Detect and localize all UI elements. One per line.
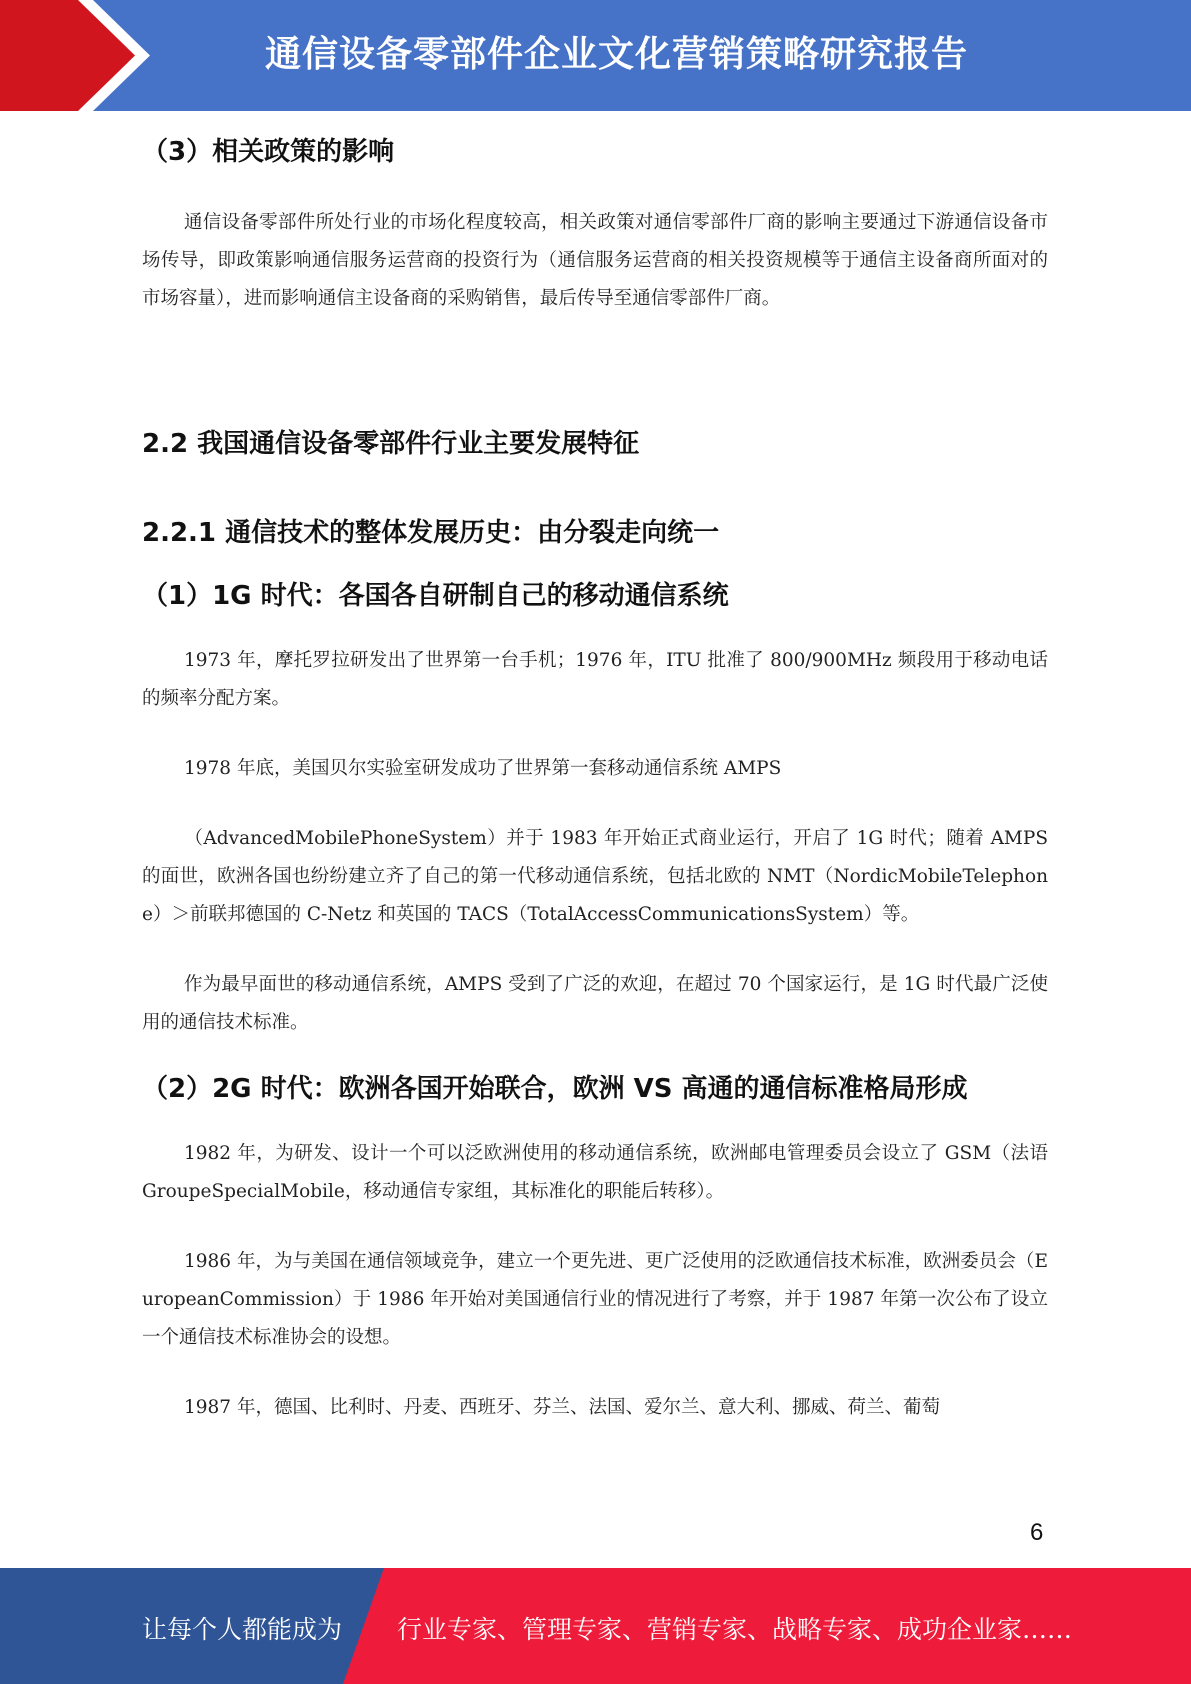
paragraph: 1987 年，德国、比利时、丹麦、西班牙、芬兰、法国、爱尔兰、意大利、挪威、荷兰、葡萄 [184, 1397, 940, 1418]
footer-slogan-left: 让每个人都能成为 [142, 1615, 343, 1644]
header-band [0, 0, 1191, 111]
paragraph: 1986 年，为与美国在通信领域竞争，建立一个更先进、更广泛使用的泛欧通信技术标准，欧洲委员会（EuropeanCommission）于 1986 年开始对美国通信行业的情况进行了考察，并于 1987 年第一次公布了设立一个通信技术标准协会的设想。 [142, 1251, 1048, 1348]
section-heading-1g: （1）1G 时代：各国各自研制自己的移动通信系统 [142, 581, 729, 611]
paragraph: 作为最早面世的移动通信系统，AMPS 受到了广泛的欢迎，在超过 70 个国家运行，是 1G 时代最广泛使用的通信技术标准。 [142, 974, 1048, 1033]
paragraph: 1982 年，为研发、设计一个可以泛欧洲使用的移动通信系统，欧洲邮电管理委员会设立了 GSM（法语 GroupeSpecialMobile，移动通信专家组，其标准化的职能后转移）。 [142, 1143, 1048, 1202]
section-heading-2-2: 2.2 我国通信设备零部件行业主要发展特征 [142, 429, 640, 459]
footer-slogan-right: 行业专家、管理专家、营销专家、战略专家、成功企业家…… [397, 1615, 1073, 1644]
section-heading-policy: （3）相关政策的影响 [142, 137, 395, 167]
footer-band [0, 1568, 1191, 1684]
paragraph: 1973 年，摩托罗拉研发出了世界第一台手机；1976 年，ITU 批准了 800/900MHz 频段用于移动电话的频率分配方案。 [142, 650, 1048, 709]
document-title: 通信设备零部件企业文化营销策略研究报告 [265, 34, 969, 75]
page-content [142, 118, 1048, 1427]
paragraph: 1978 年底，美国贝尔实验室研发成功了世界第一套移动通信系统 AMPS [184, 758, 782, 779]
header-arrow-icon [0, 0, 150, 111]
page-number: 6 [1030, 1519, 1044, 1546]
paragraph: 通信设备零部件所处行业的市场化程度较高，相关政策对通信零部件厂商的影响主要通过下游通信设备市场传导，即政策影响通信服务运营商的投资行为（通信服务运营商的相关投资规模等于通信主设备商所面对的市场容量），进而影响通信主设备商的采购销售，最后传导至通信零部件厂商。 [142, 212, 1048, 309]
section-heading-2-2-1: 2.2.1 通信技术的整体发展历史：由分裂走向统一 [142, 518, 720, 548]
paragraph: （AdvancedMobilePhoneSystem）并于 1983 年开始正式商业运行，开启了 1G 时代；随着 AMPS 的面世，欧洲各国也纷纷建立齐了自己的第一代移动通信系统，包括北欧的 NMT（NordicMobileTelephone）＞前联邦德国的 C-Netz 和英国的 TACS（TotalAccessCommunicationsSystem）等。 [142, 828, 1048, 925]
section-heading-2g: （2）2G 时代：欧洲各国开始联合，欧洲 VS 高通的通信标准格局形成 [142, 1074, 968, 1104]
